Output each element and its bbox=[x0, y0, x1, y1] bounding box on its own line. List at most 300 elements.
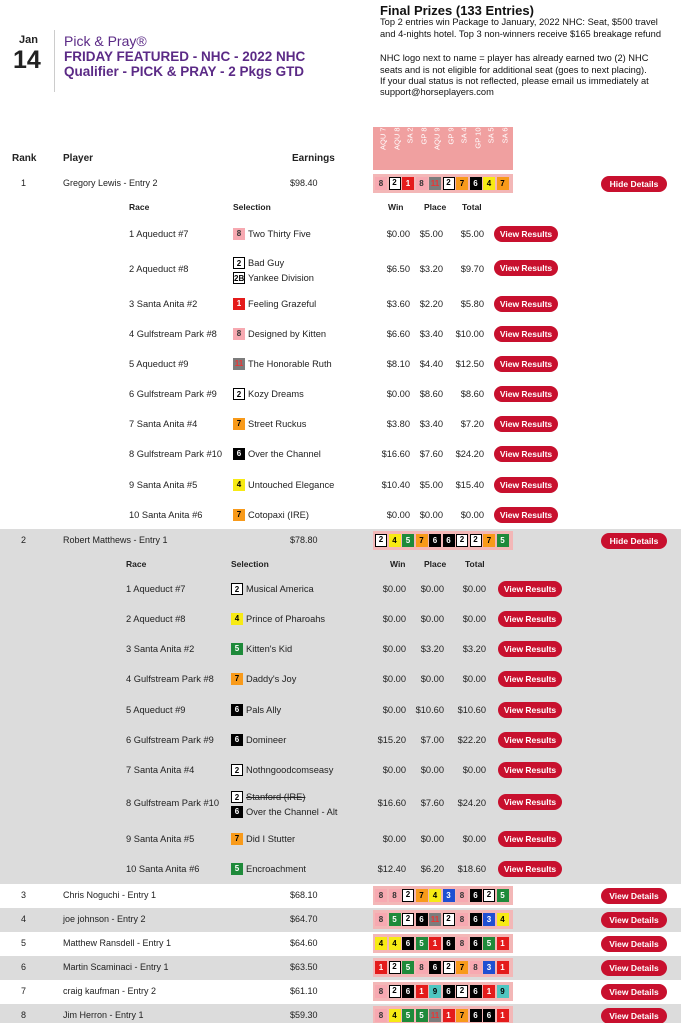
race-name: 3 Santa Anita #2 bbox=[126, 644, 195, 654]
header-divider bbox=[54, 30, 55, 92]
saddle-cloth: 8 bbox=[375, 913, 387, 926]
selection bbox=[231, 612, 325, 625]
race-column-text: AQU 9 bbox=[432, 127, 442, 151]
saddle-cloth: 2 bbox=[389, 177, 401, 190]
selection-strip bbox=[373, 1006, 513, 1023]
saddle-cloth: 6 bbox=[470, 177, 482, 190]
selection-strip bbox=[373, 886, 513, 905]
selection-line bbox=[233, 256, 314, 269]
date-day: 14 bbox=[13, 46, 41, 74]
place-amount: $10.60 bbox=[415, 705, 444, 715]
place-amount: $7.60 bbox=[420, 798, 444, 808]
saddle-cloth: 4 bbox=[389, 937, 401, 950]
place-amount: $0.00 bbox=[420, 834, 444, 844]
saddle-cloth: 8 bbox=[456, 937, 468, 950]
support-email[interactable]: support@horseplayers.com bbox=[380, 87, 494, 97]
player-earnings: $63.50 bbox=[290, 962, 318, 972]
place-amount: $3.20 bbox=[419, 264, 443, 274]
total-amount: $18.60 bbox=[457, 864, 486, 874]
saddle-cloth: 7 bbox=[416, 889, 428, 902]
saddle-cloth: 6 bbox=[429, 961, 441, 974]
player-earnings: $64.70 bbox=[290, 914, 318, 924]
horse-name: Over the Channel - Alt bbox=[246, 806, 338, 817]
win-amount: $0.00 bbox=[382, 705, 406, 715]
saddle-cloth: 8 bbox=[233, 328, 245, 340]
view-results-button[interactable]: View Results bbox=[498, 702, 562, 718]
selection bbox=[231, 582, 314, 595]
horse-name: Over the Channel bbox=[248, 448, 321, 459]
view-results-button[interactable]: View Results bbox=[494, 326, 558, 342]
selection-line bbox=[231, 763, 333, 776]
race-column-text: SA 2 bbox=[405, 127, 415, 144]
detail-row bbox=[0, 725, 681, 755]
saddle-cloth: 2B bbox=[234, 273, 245, 283]
total-amount: $22.20 bbox=[457, 735, 486, 745]
saddle-cloth: 7 bbox=[456, 177, 468, 190]
saddle-cloth: 6 bbox=[416, 913, 428, 926]
place-amount: $4.40 bbox=[419, 359, 443, 369]
view-details-button[interactable]: View Details bbox=[601, 912, 667, 928]
saddle-cloth: 2 bbox=[483, 889, 495, 902]
saddle-cloth: 6 bbox=[470, 889, 482, 902]
saddle-cloth: 2 bbox=[389, 961, 401, 974]
saddle-cloth: 6 bbox=[402, 985, 414, 998]
view-details-button[interactable]: View Details bbox=[601, 888, 667, 904]
selection-line bbox=[231, 642, 292, 655]
selection bbox=[233, 478, 334, 491]
selection bbox=[233, 327, 326, 340]
player-rank: 3 bbox=[21, 890, 27, 900]
view-results-button[interactable]: View Results bbox=[498, 831, 562, 847]
selection bbox=[233, 227, 311, 240]
saddle-cloth: 11 bbox=[430, 1011, 440, 1020]
selection bbox=[231, 733, 286, 746]
detail-place-header: Place bbox=[424, 202, 447, 212]
place-amount: $0.00 bbox=[420, 614, 444, 624]
saddle-cloth: 2 bbox=[456, 985, 468, 998]
horse-name: Kozy Dreams bbox=[248, 388, 304, 399]
detail-row bbox=[0, 409, 681, 439]
view-results-button[interactable]: View Results bbox=[494, 296, 558, 312]
horse-name: Untouched Elegance bbox=[248, 479, 335, 490]
saddle-cloth: 8 bbox=[375, 1009, 387, 1022]
detail-row bbox=[0, 755, 681, 785]
player-earnings: $59.30 bbox=[290, 1010, 318, 1020]
contest-title: FRIDAY FEATURED - NHC - 2022 NHC Qualifier - PICK & PRAY - 2 Pkgs GTD bbox=[64, 49, 306, 79]
saddle-cloth: 5 bbox=[402, 534, 414, 547]
saddle-cloth: 5 bbox=[402, 961, 414, 974]
hide-details-button[interactable]: Hide Details bbox=[601, 176, 667, 192]
saddle-cloth: 1 bbox=[497, 961, 509, 974]
prizes-title: Final Prizes (133 Entries) bbox=[380, 3, 534, 18]
detail-row bbox=[0, 470, 681, 500]
win-amount: $3.60 bbox=[386, 299, 410, 309]
detail-row bbox=[0, 824, 681, 854]
saddle-cloth: 4 bbox=[233, 479, 245, 491]
detail-win-header: Win bbox=[388, 202, 404, 212]
selection-line bbox=[231, 733, 286, 746]
saddle-cloth: 6 bbox=[470, 913, 482, 926]
saddle-cloth: 4 bbox=[429, 889, 441, 902]
selection bbox=[233, 508, 309, 521]
place-amount: $0.00 bbox=[419, 510, 443, 520]
saddle-cloth: 4 bbox=[389, 1009, 401, 1022]
selection bbox=[231, 790, 337, 818]
saddle-cloth: 8 bbox=[375, 985, 387, 998]
selection-line bbox=[233, 417, 306, 430]
saddle-cloth: 6 bbox=[231, 806, 243, 818]
player-name: Chris Noguchi - Entry 1 bbox=[63, 890, 157, 900]
selection-line bbox=[233, 297, 316, 310]
horse-name: Nothngoodcomseasy bbox=[246, 764, 334, 775]
place-amount: $5.00 bbox=[419, 480, 443, 490]
detail-row bbox=[0, 604, 681, 634]
saddle-cloth: 6 bbox=[470, 985, 482, 998]
win-amount: $3.80 bbox=[386, 419, 410, 429]
horse-name: Pals Ally bbox=[246, 704, 282, 715]
saddle-cloth: 6 bbox=[231, 704, 243, 716]
race-column-text: GP 10 bbox=[473, 127, 482, 149]
view-results-button[interactable]: View Results bbox=[494, 356, 558, 372]
saddle-cloth: 5 bbox=[231, 863, 243, 875]
win-amount: $0.00 bbox=[382, 765, 406, 775]
horse-name: Designed by Kitten bbox=[248, 328, 327, 339]
win-amount: $6.50 bbox=[386, 264, 410, 274]
saddle-cloth: 11 bbox=[430, 915, 440, 924]
view-results-button[interactable]: View Results bbox=[498, 794, 562, 810]
saddle-cloth: 6 bbox=[429, 534, 441, 547]
saddle-cloth: 5 bbox=[483, 937, 495, 950]
selection bbox=[231, 832, 295, 845]
horse-name: Two Thirty Five bbox=[248, 228, 311, 239]
view-results-button[interactable]: View Results bbox=[498, 671, 562, 687]
total-amount: $12.50 bbox=[455, 359, 484, 369]
selection-line bbox=[231, 805, 337, 818]
race-name: 1 Aqueduct #7 bbox=[126, 584, 186, 594]
view-results-button[interactable]: View Results bbox=[498, 641, 562, 657]
player-rank: 1 bbox=[21, 178, 27, 188]
player-name: Gregory Lewis - Entry 2 bbox=[63, 178, 158, 188]
horse-name: Domineer bbox=[246, 734, 287, 745]
player-name: joe johnson - Entry 2 bbox=[63, 914, 146, 924]
saddle-cloth: 7 bbox=[483, 534, 495, 547]
total-amount: $0.00 bbox=[462, 614, 486, 624]
rank-header: Rank bbox=[12, 153, 37, 164]
race-name: 6 Gulfstream Park #9 bbox=[126, 735, 214, 745]
selection-line bbox=[233, 327, 326, 340]
saddle-cloth: 6 bbox=[443, 937, 455, 950]
race-column-text: SA 6 bbox=[500, 127, 509, 144]
view-results-button[interactable]: View Results bbox=[494, 386, 558, 402]
selection-strip bbox=[373, 910, 513, 929]
race-column-label bbox=[456, 127, 469, 170]
detail-row bbox=[0, 574, 681, 604]
race-column-text: AQU 8 bbox=[392, 127, 401, 151]
selection bbox=[231, 703, 281, 716]
horse-name: Yankee Division bbox=[248, 272, 314, 283]
selection-line bbox=[231, 703, 281, 716]
saddle-cloth: 5 bbox=[497, 889, 509, 902]
saddle-cloth: 5 bbox=[389, 913, 401, 926]
prizes-line: and 4-nights hotel. Top 3 non-winners receive $165 breakage refund bbox=[380, 29, 661, 39]
selection bbox=[233, 447, 321, 460]
selection-line bbox=[231, 832, 295, 845]
view-results-button[interactable]: View Results bbox=[498, 732, 562, 748]
view-results-button[interactable]: View Results bbox=[494, 507, 558, 523]
view-results-button[interactable]: View Results bbox=[498, 762, 562, 778]
race-column-text: GP 9 bbox=[446, 127, 455, 145]
saddle-cloth: 3 bbox=[443, 889, 455, 902]
place-amount: $3.40 bbox=[419, 419, 443, 429]
horse-name: Daddy's Joy bbox=[246, 673, 297, 684]
prizes-line: NHC logo next to name = player has already earned two (2) NHC bbox=[380, 53, 649, 63]
saddle-cloth: 6 bbox=[231, 734, 243, 746]
player-rank: 5 bbox=[21, 938, 27, 948]
win-amount: $0.00 bbox=[382, 834, 406, 844]
place-amount: $6.20 bbox=[420, 864, 444, 874]
horse-name: The Honorable Ruth bbox=[248, 358, 332, 369]
player-name: craig kaufman - Entry 2 bbox=[63, 986, 157, 996]
win-amount: $10.40 bbox=[381, 480, 410, 490]
saddle-cloth: 1 bbox=[375, 961, 387, 974]
place-amount: $7.60 bbox=[419, 449, 443, 459]
saddle-cloth: 1 bbox=[483, 985, 495, 998]
total-amount: $8.60 bbox=[460, 389, 484, 399]
player-row[interactable] bbox=[0, 172, 681, 196]
win-amount: $0.00 bbox=[382, 644, 406, 654]
player-row[interactable] bbox=[0, 1004, 681, 1023]
saddle-cloth: 2 bbox=[456, 534, 468, 547]
player-row[interactable] bbox=[0, 908, 681, 932]
saddle-cloth: 2 bbox=[233, 388, 245, 400]
player-row[interactable] bbox=[0, 980, 681, 1004]
saddle-cloth: 4 bbox=[483, 177, 495, 190]
saddle-cloth: 6 bbox=[402, 937, 414, 950]
player-rank: 4 bbox=[21, 914, 27, 924]
saddle-cloth: 8 bbox=[375, 177, 387, 190]
saddle-cloth: 4 bbox=[497, 913, 509, 926]
detail-row bbox=[0, 695, 681, 725]
selection bbox=[231, 862, 306, 875]
race-name: 8 Gulfstream Park #10 bbox=[129, 449, 223, 459]
saddle-cloth: 7 bbox=[416, 534, 428, 547]
saddle-cloth: 8 bbox=[456, 889, 468, 902]
win-amount: $0.00 bbox=[382, 584, 406, 594]
view-details-button[interactable]: View Details bbox=[601, 984, 667, 1000]
race-column-text: GP 8 bbox=[419, 127, 428, 145]
race-name: 3 Santa Anita #2 bbox=[129, 299, 198, 309]
player-earnings: $68.10 bbox=[290, 890, 318, 900]
total-amount: $7.20 bbox=[460, 419, 484, 429]
saddle-cloth: 2 bbox=[443, 961, 455, 974]
race-column-label bbox=[375, 127, 388, 170]
prizes-line: Top 2 entries win Package to January, 2022 NHC: Seat, $500 travel bbox=[380, 17, 658, 27]
detail-row bbox=[0, 788, 681, 818]
race-name: 7 Santa Anita #4 bbox=[129, 419, 198, 429]
race-name: 8 Gulfstream Park #10 bbox=[126, 798, 220, 808]
horse-name: Feeling Grazeful bbox=[248, 298, 317, 309]
prizes-line: If your dual status is not reflected, please email us immediately at bbox=[380, 76, 649, 86]
total-amount: $0.00 bbox=[462, 834, 486, 844]
player-earnings: $98.40 bbox=[290, 178, 318, 188]
selection-strip bbox=[373, 982, 513, 1001]
saddle-cloth: 2 bbox=[231, 583, 243, 595]
win-amount: $0.00 bbox=[386, 229, 410, 239]
saddle-cloth: 8 bbox=[416, 177, 428, 190]
race-name: 10 Santa Anita #6 bbox=[126, 864, 200, 874]
view-results-button[interactable]: View Results bbox=[498, 581, 562, 597]
saddle-cloth: 6 bbox=[483, 1009, 495, 1022]
race-column-text: SA 5 bbox=[486, 127, 496, 144]
view-details-button[interactable]: View Details bbox=[601, 1008, 667, 1023]
selection-line bbox=[233, 271, 314, 284]
view-results-button[interactable]: View Results bbox=[494, 260, 558, 276]
player-rank: 7 bbox=[21, 986, 27, 996]
race-name: 9 Santa Anita #5 bbox=[129, 480, 198, 490]
player-name: Martin Scaminaci - Entry 1 bbox=[63, 962, 169, 972]
saddle-cloth: 7 bbox=[231, 833, 243, 845]
selection bbox=[231, 672, 296, 685]
detail-place-header: Place bbox=[424, 559, 447, 569]
horse-name: Cotopaxi (IRE) bbox=[248, 509, 309, 520]
player-name: Jim Herron - Entry 1 bbox=[63, 1010, 144, 1020]
horse-name: Prince of Pharoahs bbox=[246, 613, 326, 624]
saddle-cloth: 2 bbox=[402, 913, 414, 926]
view-details-button[interactable]: View Details bbox=[601, 936, 667, 952]
selection-line bbox=[233, 227, 311, 240]
saddle-cloth: 2 bbox=[231, 791, 243, 803]
detail-total-header: Total bbox=[465, 559, 485, 569]
place-amount: $0.00 bbox=[420, 584, 444, 594]
view-results-button[interactable]: View Results bbox=[498, 861, 562, 877]
detail-selection-header: Selection bbox=[233, 202, 271, 212]
detail-selection-header: Selection bbox=[231, 559, 269, 569]
selection bbox=[233, 417, 306, 430]
place-amount: $2.20 bbox=[419, 299, 443, 309]
detail-race-header: Race bbox=[126, 559, 147, 569]
horse-name: Kitten's Kid bbox=[246, 643, 293, 654]
saddle-cloth: 1 bbox=[416, 985, 428, 998]
saddle-cloth: 7 bbox=[456, 961, 468, 974]
contest-brand: Pick & Pray® bbox=[64, 33, 147, 49]
saddle-cloth: 5 bbox=[231, 643, 243, 655]
saddle-cloth: 2 bbox=[375, 534, 387, 547]
horse-name: Encroachment bbox=[246, 863, 306, 874]
race-column-text: SA 4 bbox=[459, 127, 469, 144]
total-amount: $0.00 bbox=[460, 510, 484, 520]
detail-row bbox=[0, 319, 681, 349]
selection-line bbox=[233, 447, 321, 460]
saddle-cloth: 4 bbox=[231, 613, 243, 625]
view-results-button[interactable]: View Results bbox=[494, 226, 558, 242]
race-column-label bbox=[470, 127, 480, 170]
race-column-text: AQU 7 bbox=[378, 127, 388, 151]
horse-name: Stanford (IRE) bbox=[246, 791, 306, 802]
saddle-cloth: 4 bbox=[375, 937, 387, 950]
detail-row bbox=[0, 634, 681, 664]
win-amount: $0.00 bbox=[386, 389, 410, 399]
horse-name: Musical America bbox=[246, 583, 314, 594]
detail-row bbox=[0, 289, 681, 319]
win-amount: $16.60 bbox=[381, 449, 410, 459]
race-column-label bbox=[389, 127, 399, 170]
place-amount: $0.00 bbox=[420, 765, 444, 775]
saddle-cloth: 11 bbox=[430, 179, 440, 188]
place-amount: $3.20 bbox=[420, 644, 444, 654]
race-name: 5 Aqueduct #9 bbox=[126, 705, 186, 715]
view-results-button[interactable]: View Results bbox=[494, 446, 558, 462]
detail-row bbox=[0, 219, 681, 249]
race-column-label bbox=[416, 127, 426, 170]
saddle-cloth: 2 bbox=[231, 764, 243, 776]
selection-strip bbox=[373, 958, 513, 977]
saddle-cloth: 3 bbox=[483, 913, 495, 926]
saddle-cloth: 5 bbox=[402, 1009, 414, 1022]
player-earnings: $64.60 bbox=[290, 938, 318, 948]
selection-line bbox=[233, 508, 309, 521]
total-amount: $3.20 bbox=[462, 644, 486, 654]
win-amount: $6.60 bbox=[386, 329, 410, 339]
race-column-label bbox=[402, 127, 415, 170]
saddle-cloth: 2 bbox=[389, 985, 401, 998]
view-results-button[interactable]: View Results bbox=[498, 611, 562, 627]
saddle-cloth: 9 bbox=[429, 985, 441, 998]
selection bbox=[233, 357, 332, 370]
saddle-cloth: 8 bbox=[416, 961, 428, 974]
view-details-button[interactable]: View Details bbox=[601, 960, 667, 976]
race-name: 6 Gulfstream Park #9 bbox=[129, 389, 217, 399]
date-month: Jan bbox=[19, 34, 38, 46]
player-rank: 6 bbox=[21, 962, 27, 972]
selection-strip bbox=[373, 174, 513, 193]
selection bbox=[231, 642, 292, 655]
selection-line bbox=[233, 357, 332, 370]
horse-name: Did I Stutter bbox=[246, 833, 296, 844]
race-column-label bbox=[429, 127, 442, 170]
race-name: 10 Santa Anita #6 bbox=[129, 510, 203, 520]
saddle-cloth: 1 bbox=[233, 298, 245, 310]
total-amount: $5.00 bbox=[460, 229, 484, 239]
total-amount: $24.20 bbox=[457, 798, 486, 808]
prizes-line: seats and is not eligible for additional seat (goes to next placing). bbox=[380, 65, 647, 75]
saddle-cloth: 8 bbox=[470, 961, 482, 974]
player-row[interactable] bbox=[0, 529, 681, 553]
hide-details-button[interactable]: Hide Details bbox=[601, 533, 667, 549]
view-results-button[interactable]: View Results bbox=[494, 477, 558, 493]
place-amount: $8.60 bbox=[419, 389, 443, 399]
earnings-header: Earnings bbox=[292, 153, 335, 164]
win-amount: $16.60 bbox=[377, 798, 406, 808]
race-column-label bbox=[443, 127, 453, 170]
player-rank: 8 bbox=[21, 1010, 27, 1020]
win-amount: $0.00 bbox=[382, 674, 406, 684]
view-results-button[interactable]: View Results bbox=[494, 416, 558, 432]
win-amount: $0.00 bbox=[386, 510, 410, 520]
total-amount: $5.80 bbox=[460, 299, 484, 309]
player-row[interactable] bbox=[0, 932, 681, 956]
saddle-cloth: 5 bbox=[416, 1009, 428, 1022]
place-amount: $0.00 bbox=[420, 674, 444, 684]
race-name: 1 Aqueduct #7 bbox=[129, 229, 189, 239]
detail-row bbox=[0, 500, 681, 530]
player-row[interactable] bbox=[0, 884, 681, 908]
horse-name: Bad Guy bbox=[248, 257, 285, 268]
selection-line bbox=[233, 387, 304, 400]
race-column-label bbox=[497, 127, 507, 170]
race-name: 2 Aqueduct #8 bbox=[126, 614, 186, 624]
selection-line bbox=[231, 790, 337, 803]
player-row[interactable] bbox=[0, 956, 681, 980]
